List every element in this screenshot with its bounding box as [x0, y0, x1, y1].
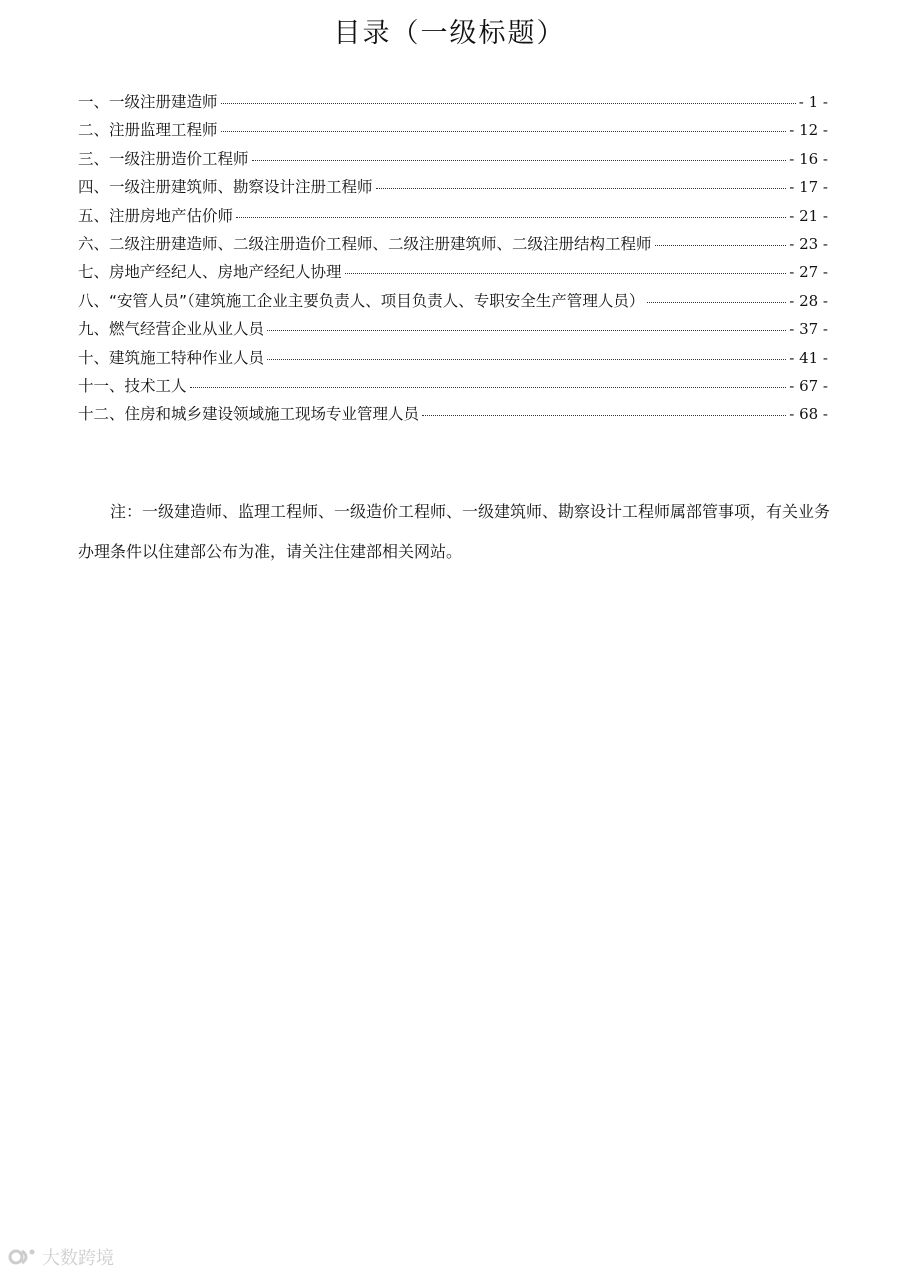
toc-entry[interactable]	[78, 118, 828, 146]
toc-entry-page: - 37 -	[789, 320, 828, 339]
toc-entry[interactable]	[78, 147, 828, 175]
toc-entry-label: 十一、技术工人	[78, 376, 187, 395]
toc-entry-label: 九、燃气经营企业从业人员	[78, 320, 265, 339]
toc-entry-page: - 23 -	[789, 234, 828, 253]
toc-entry-label: 七、房地产经纪人、房地产经纪人协理	[78, 263, 342, 282]
toc-entry[interactable]	[78, 374, 828, 402]
dot-leader	[252, 160, 787, 161]
toc-entry-label: 三、一级注册造价工程师	[78, 149, 249, 168]
toc-entry[interactable]	[78, 317, 828, 345]
toc-entry-page: - 68 -	[789, 405, 828, 424]
footnote-text: 注：一级建造师、监理工程师、一级造价工程师、一级建筑师、勘察设计工程师属部管事项，有关业务办理条件以住建部公布为准，请关注住建部相关网站。	[78, 502, 831, 561]
toc-entry-page: - 1 -	[798, 93, 828, 111]
dot-leader	[190, 387, 787, 388]
dot-leader	[267, 359, 786, 360]
table-of-contents	[78, 90, 828, 431]
dot-leader	[422, 415, 786, 416]
toc-entry[interactable]	[78, 402, 828, 430]
toc-entry-page: - 17 -	[789, 178, 828, 197]
toc-entry-page: - 12 -	[789, 121, 828, 140]
toc-entry-label: 二、注册监理工程师	[78, 121, 218, 140]
toc-entry[interactable]	[78, 346, 828, 374]
dot-leader	[267, 330, 786, 331]
watermark	[8, 1244, 114, 1270]
toc-entry-label: 六、二级注册建造师、二级注册造价工程师、二级注册建筑师、二级注册结构工程师	[78, 234, 652, 253]
toc-entry[interactable]	[78, 232, 828, 260]
toc-entry-page: - 28 -	[789, 291, 828, 310]
toc-entry[interactable]	[78, 175, 828, 203]
toc-entry-page: - 27 -	[789, 263, 828, 282]
toc-entry[interactable]	[78, 204, 828, 232]
toc-entry-label: 八、“安管人员”（建筑施工企业主要负责人、项目负责人、专职安全生产管理人员）	[78, 291, 645, 310]
toc-entry-page: - 41 -	[789, 348, 828, 367]
toc-entry-label: 十二、住房和城乡建设领域施工现场专业管理人员	[78, 405, 420, 424]
dot-leader	[345, 273, 787, 274]
toc-entry-label: 十、建筑施工特种作业人员	[78, 348, 265, 367]
toc-entry-page: - 16 -	[789, 149, 828, 168]
dot-leader	[655, 245, 787, 246]
dot-leader	[221, 131, 787, 132]
toc-entry[interactable]	[78, 260, 828, 288]
dot-leader	[236, 217, 786, 218]
toc-entry[interactable]	[78, 90, 828, 118]
page-title: 目录（一级标题）	[333, 18, 566, 49]
toc-entry-page: - 21 -	[789, 206, 828, 225]
toc-entry-label: 一、一级注册建造师	[78, 93, 218, 111]
toc-entry-label: 四、一级注册建筑师、勘察设计注册工程师	[78, 178, 373, 197]
dot-leader	[376, 188, 787, 189]
toc-entry[interactable]	[78, 289, 828, 317]
toc-entry-page: - 67 -	[789, 376, 828, 395]
toc-entry-label: 五、注册房地产估价师	[78, 206, 234, 225]
dot-leader	[221, 103, 796, 104]
watermark-text: 大数跨境	[42, 1248, 114, 1269]
dot-leader	[647, 302, 786, 303]
brand-logo-icon	[8, 1246, 36, 1268]
